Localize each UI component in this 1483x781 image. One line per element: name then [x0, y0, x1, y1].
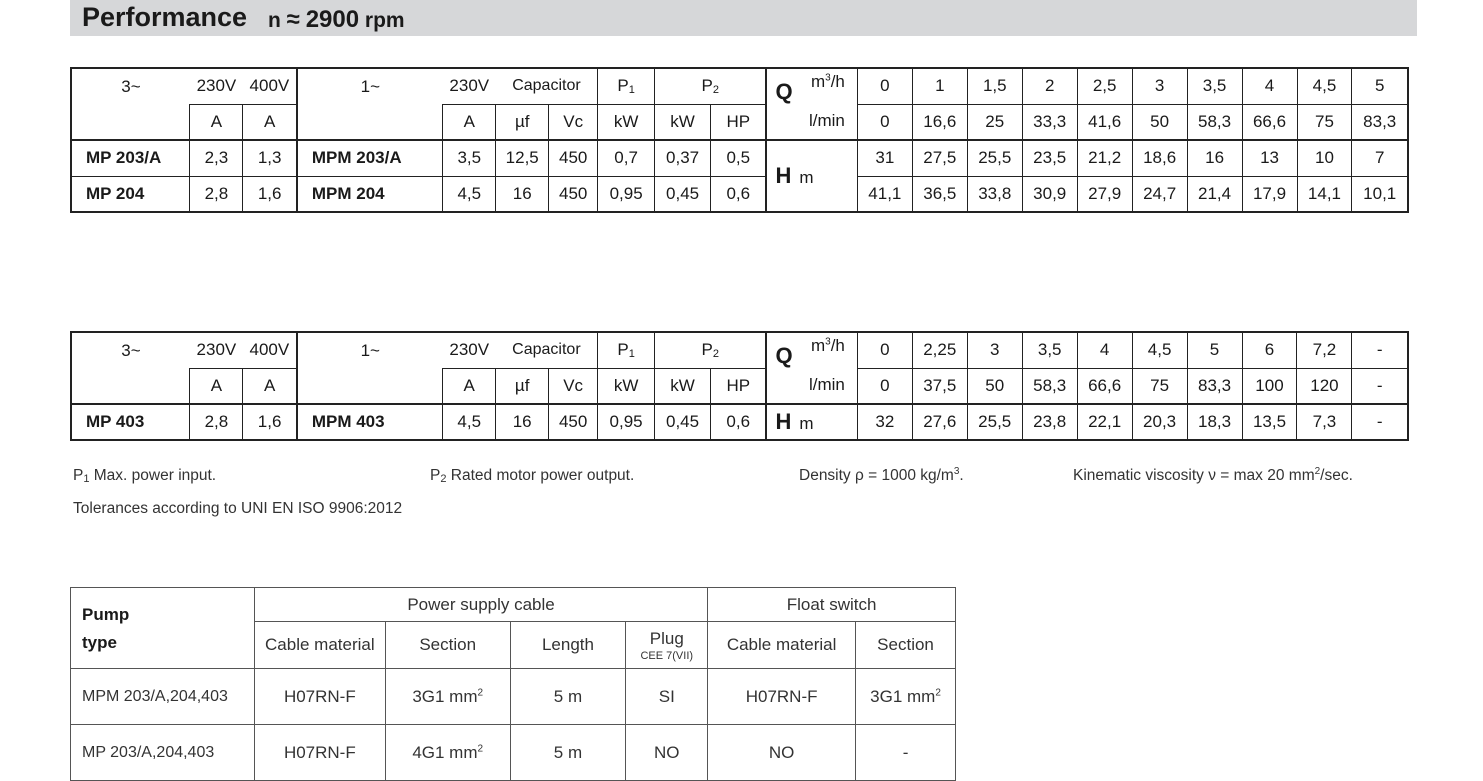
- q-m3h-cell: 3,5: [1187, 68, 1242, 104]
- header-uf: µf: [496, 368, 549, 404]
- q-lmin-cell: -: [1352, 368, 1408, 404]
- note-p2-symbol: P: [430, 467, 441, 484]
- cable-table: [70, 587, 956, 781]
- h-unit: m: [799, 168, 814, 187]
- model-1phase: MPM 403: [297, 404, 443, 440]
- note-tolerances: Tolerances according to UNI EN ISO 9906:2012: [73, 500, 403, 517]
- model-1phase: MPM 204: [297, 176, 443, 212]
- note-viscosity-tail: /sec.: [1320, 467, 1353, 484]
- p1-symbol: P: [617, 340, 629, 360]
- head-cell: 18,6: [1132, 140, 1187, 176]
- amp-230-1ph: 4,5: [443, 176, 496, 212]
- q-lmin-cell: 58,3: [1022, 368, 1077, 404]
- float-switch-header: Float switch: [708, 588, 956, 622]
- pump-type-line1: Pump: [82, 605, 130, 624]
- q-lmin-cell: 66,6: [1077, 368, 1132, 404]
- length-header: Length: [510, 622, 626, 669]
- speed-unit: rpm: [364, 9, 405, 32]
- head-cell: 27,6: [912, 404, 967, 440]
- header-p2-kw: kW: [655, 104, 711, 140]
- q-unit-tail: /h: [830, 72, 845, 91]
- head-cell: 23,5: [1022, 140, 1077, 176]
- p1-kw: 0,95: [598, 404, 655, 440]
- q-lmin-cell: 100: [1242, 368, 1297, 404]
- amp-230-1ph: 3,5: [443, 140, 496, 176]
- note-p2: [430, 467, 634, 485]
- header-q: [766, 68, 857, 140]
- q-lmin-cell: 83,3: [1352, 104, 1408, 140]
- q-m3h-cell: 0: [857, 68, 912, 104]
- amp-400: 1,6: [243, 404, 297, 440]
- head-cell: 14,1: [1297, 176, 1352, 212]
- header-p1-kw: kW: [598, 104, 655, 140]
- h-unit: m: [799, 414, 814, 433]
- amp-230: 2,8: [190, 404, 243, 440]
- note-viscosity-text: Kinematic viscosity ν = max 20 mm: [1073, 467, 1315, 484]
- head-cell: 30,9: [1022, 176, 1077, 212]
- header-amp-230: A: [190, 104, 243, 140]
- title-bar: [70, 0, 1417, 36]
- plug-standard: CEE 7(VII): [640, 649, 694, 662]
- p2-subscript: 2: [712, 348, 719, 361]
- section-sup: 2: [477, 686, 484, 698]
- section-sup: 2: [477, 742, 484, 754]
- performance-table-1: [70, 67, 1409, 213]
- amp-400: 1,3: [243, 140, 297, 176]
- note-p1: [73, 467, 216, 485]
- q-m3h-cell: 6: [1242, 332, 1297, 368]
- plug-label: Plug: [649, 628, 684, 648]
- header-capacitor: Capacitor: [496, 332, 598, 368]
- amp-230: 2,3: [190, 140, 243, 176]
- plug-cell: NO: [626, 725, 708, 781]
- q-lmin-cell: 75: [1132, 368, 1187, 404]
- header-p1: [598, 68, 655, 104]
- q-m3h-cell: -: [1352, 332, 1408, 368]
- speed-label: [268, 6, 405, 34]
- section-cell: [385, 725, 510, 781]
- float-section-value: 3G1 mm: [870, 686, 936, 706]
- head-cell: 41,1: [857, 176, 912, 212]
- header-400v: 400V: [243, 332, 297, 368]
- q-unit-sup: 3: [825, 72, 831, 84]
- header-1phase: 1~: [297, 332, 443, 368]
- p1-symbol: P: [617, 76, 629, 96]
- q-lmin-cell: 0: [857, 368, 912, 404]
- header-p2-hp: HP: [711, 368, 767, 404]
- note-p2-subscript: 2: [440, 473, 447, 485]
- q-lmin-cell: 41,6: [1077, 104, 1132, 140]
- float-material-cell: H07RN-F: [708, 669, 856, 725]
- cable-material-header: Cable material: [254, 622, 385, 669]
- h-symbol: H: [775, 163, 792, 188]
- note-p1-subscript: 1: [83, 473, 90, 485]
- float-section-cell: [856, 669, 956, 725]
- q-lmin-cell: 58,3: [1187, 104, 1242, 140]
- p1-kw: 0,95: [598, 176, 655, 212]
- q-unit-m: m: [810, 72, 826, 91]
- model-3phase: MP 203/A: [71, 140, 190, 176]
- pump-type-cell: MP 203/A,204,403: [71, 725, 255, 781]
- section-value: 4G1 mm: [412, 742, 478, 762]
- header-p2-hp: HP: [711, 104, 767, 140]
- header-empty: [297, 368, 443, 404]
- note-p1-symbol: P: [73, 467, 84, 484]
- header-p2: [655, 332, 767, 368]
- note-p1-text: Max. power input.: [89, 467, 217, 484]
- header-vc: Vc: [549, 368, 598, 404]
- plug-header: [626, 622, 708, 669]
- head-cell: 10: [1297, 140, 1352, 176]
- p2-subscript: 2: [712, 84, 720, 97]
- header-capacitor: Capacitor: [496, 68, 598, 104]
- pump-type-cell: MPM 203/A,204,403: [71, 669, 255, 725]
- q-lmin-cell: 0: [857, 104, 912, 140]
- model-1phase: MPM 203/A: [297, 140, 443, 176]
- section-value: 3G1 mm: [412, 686, 478, 706]
- float-cable-material-header: Cable material: [708, 622, 856, 669]
- head-cell: 7: [1352, 140, 1408, 176]
- q-unit-tail: /h: [830, 336, 845, 355]
- header-amp-230-1ph: A: [443, 368, 496, 404]
- header-1phase: 1~: [297, 68, 443, 104]
- head-cell: 21,2: [1077, 140, 1132, 176]
- head-cell: 36,5: [912, 176, 967, 212]
- power-supply-cable-header: Power supply cable: [254, 588, 707, 622]
- float-section-cell: -: [856, 725, 956, 781]
- q-m3h-cell: 2,25: [912, 332, 967, 368]
- head-cell: 20,3: [1132, 404, 1187, 440]
- head-cell: 33,8: [967, 176, 1022, 212]
- plug-cell: SI: [626, 669, 708, 725]
- q-m3h-cell: 5: [1187, 332, 1242, 368]
- head-cell: 17,9: [1242, 176, 1297, 212]
- p2-kw: 0,37: [655, 140, 711, 176]
- q-m3h-cell: 2: [1022, 68, 1077, 104]
- q-m3h-cell: 1,5: [967, 68, 1022, 104]
- header-amp-400: A: [243, 368, 297, 404]
- section-header: Section: [385, 622, 510, 669]
- head-cell: 31: [857, 140, 912, 176]
- length-cell: 5 m: [510, 669, 626, 725]
- header-amp-400: A: [243, 104, 297, 140]
- note-viscosity-sup: 2: [1314, 465, 1321, 477]
- q-m3h-cell: 3: [1132, 68, 1187, 104]
- head-cell: 7,3: [1297, 404, 1352, 440]
- note-density: [799, 467, 964, 485]
- header-p1-kw: kW: [598, 368, 655, 404]
- capacitor-uf: 12,5: [496, 140, 549, 176]
- q-m3h-cell: 3,5: [1022, 332, 1077, 368]
- q-m3h-cell: 5: [1352, 68, 1408, 104]
- head-cell: 24,7: [1132, 176, 1187, 212]
- q-lmin-cell: 120: [1297, 368, 1352, 404]
- q-m3h-cell: 3: [967, 332, 1022, 368]
- q-unit-m: m: [810, 336, 826, 355]
- model-3phase: MP 403: [71, 404, 190, 440]
- speed-value: 2900: [305, 6, 360, 33]
- head-cell: 21,4: [1187, 176, 1242, 212]
- head-cell: 10,1: [1352, 176, 1408, 212]
- q-lmin-cell: 75: [1297, 104, 1352, 140]
- q-unit-lmin: l/min: [808, 111, 845, 130]
- header-230v: 230V: [190, 332, 243, 368]
- amp-400: 1,6: [243, 176, 297, 212]
- header-p2-kw: kW: [655, 368, 711, 404]
- amp-230-1ph: 4,5: [443, 404, 496, 440]
- q-unit-lmin: l/min: [808, 375, 845, 394]
- head-cell: 13,5: [1242, 404, 1297, 440]
- page-title: Performance: [82, 2, 248, 32]
- float-section-header: Section: [856, 622, 956, 669]
- capacitor-vc: 450: [549, 404, 598, 440]
- header-q: [766, 332, 857, 404]
- q-lmin-cell: 16,6: [912, 104, 967, 140]
- capacitor-vc: 450: [549, 176, 598, 212]
- head-cell: 22,1: [1077, 404, 1132, 440]
- q-lmin-cell: 33,3: [1022, 104, 1077, 140]
- q-m3h-cell: 4: [1077, 332, 1132, 368]
- float-section-sup: 2: [935, 686, 941, 698]
- p2-kw: 0,45: [655, 176, 711, 212]
- q-m3h-cell: 1: [912, 68, 967, 104]
- q-lmin-cell: 50: [967, 368, 1022, 404]
- q-m3h-cell: 0: [857, 332, 912, 368]
- q-m3h-cell: 4,5: [1132, 332, 1187, 368]
- h-symbol: H: [775, 409, 792, 434]
- header-h: [766, 140, 857, 212]
- header-p2: [655, 68, 767, 104]
- q-m3h-cell: 4,5: [1297, 68, 1352, 104]
- header-230v-1ph: 230V: [443, 68, 496, 104]
- header-3phase: 3~: [71, 332, 190, 368]
- head-cell: 16: [1187, 140, 1242, 176]
- header-amp-230-1ph: A: [443, 104, 496, 140]
- p2-hp: 0,6: [711, 176, 767, 212]
- head-cell: 27,5: [912, 140, 967, 176]
- q-lmin-cell: 25: [967, 104, 1022, 140]
- head-cell: 18,3: [1187, 404, 1242, 440]
- q-symbol: Q: [775, 343, 793, 368]
- head-cell: 25,5: [967, 140, 1022, 176]
- speed-approx: ≈: [286, 6, 300, 33]
- note-density-tail: .: [959, 467, 964, 484]
- q-symbol: Q: [775, 79, 793, 104]
- header-amp-230: A: [190, 368, 243, 404]
- head-cell: 27,9: [1077, 176, 1132, 212]
- header-empty: [297, 104, 443, 140]
- header-empty: [71, 104, 190, 140]
- float-material-cell: NO: [708, 725, 856, 781]
- capacitor-uf: 16: [496, 404, 549, 440]
- p1-kw: 0,7: [598, 140, 655, 176]
- pump-type-header: [71, 588, 255, 669]
- head-cell: 13: [1242, 140, 1297, 176]
- header-empty: [71, 368, 190, 404]
- note-density-sup: 3: [953, 465, 960, 477]
- p2-symbol: P: [701, 340, 713, 360]
- header-230v: 230V: [190, 68, 243, 104]
- header-400v: 400V: [243, 68, 297, 104]
- header-vc: Vc: [549, 104, 598, 140]
- p2-kw: 0,45: [655, 404, 711, 440]
- q-unit-sup: 3: [825, 336, 831, 348]
- note-viscosity: [1073, 467, 1353, 485]
- note-p2-text: Rated motor power output.: [446, 467, 635, 484]
- head-cell: 32: [857, 404, 912, 440]
- header-h: [766, 404, 857, 440]
- q-lmin-cell: 37,5: [912, 368, 967, 404]
- header-p1: [598, 332, 655, 368]
- p2-hp: 0,5: [711, 140, 767, 176]
- p2-symbol: P: [701, 76, 713, 96]
- cable-material-cell: H07RN-F: [254, 669, 385, 725]
- length-cell: 5 m: [510, 725, 626, 781]
- head-cell: -: [1352, 404, 1408, 440]
- p1-subscript: 1: [628, 84, 635, 97]
- cable-material-cell: H07RN-F: [254, 725, 385, 781]
- capacitor-uf: 16: [496, 176, 549, 212]
- q-lmin-cell: 50: [1132, 104, 1187, 140]
- head-cell: 23,8: [1022, 404, 1077, 440]
- q-m3h-cell: 7,2: [1297, 332, 1352, 368]
- p2-hp: 0,6: [711, 404, 767, 440]
- q-lmin-cell: 66,6: [1242, 104, 1297, 140]
- q-unit-m3h: [811, 336, 845, 356]
- section-cell: [385, 669, 510, 725]
- performance-table-2: [70, 331, 1409, 441]
- header-uf: µf: [496, 104, 549, 140]
- q-unit-m3h: [811, 72, 845, 92]
- q-m3h-cell: 2,5: [1077, 68, 1132, 104]
- header-3phase: 3~: [71, 68, 190, 104]
- amp-230: 2,8: [190, 176, 243, 212]
- q-m3h-cell: 4: [1242, 68, 1297, 104]
- q-lmin-cell: 83,3: [1187, 368, 1242, 404]
- head-cell: 25,5: [967, 404, 1022, 440]
- speed-n: n: [268, 9, 281, 32]
- pump-type-line2: type: [82, 633, 117, 652]
- header-230v-1ph: 230V: [443, 332, 496, 368]
- capacitor-vc: 450: [549, 140, 598, 176]
- note-density-text: Density ρ = 1000 kg/m: [799, 467, 954, 484]
- p1-subscript: 1: [628, 348, 635, 361]
- model-3phase: MP 204: [71, 176, 190, 212]
